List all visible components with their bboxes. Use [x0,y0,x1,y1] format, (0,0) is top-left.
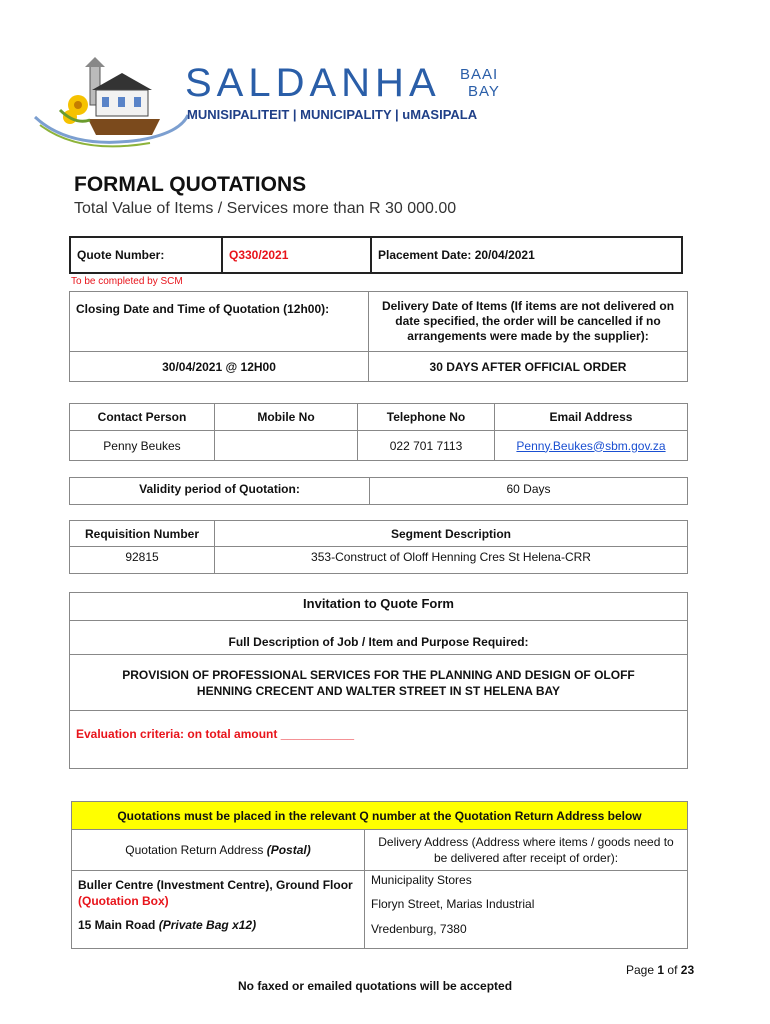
page-subtitle: Total Value of Items / Services more than R 30 000.00 [74,200,457,217]
quotation-box: (Quotation Box) [78,894,169,908]
contact-header-email: Email Address [495,404,688,431]
page-of: of [667,963,678,977]
return-address-line1: Buller Centre (Investment Centre), Ground Floor [78,878,353,892]
page-title: FORMAL QUOTATIONS [74,173,307,196]
delivery-address-cell [365,871,688,949]
logo-tagline: MUNISIPALITEIT | MUNICIPALITY | uMASIPALA [187,107,478,122]
delivery-date-label: Delivery Date of Items (If items are not delivered on date specified, the order will be cancelled if no arrangements were made by the supplier): [369,292,688,352]
segment-description-label: Segment Description [215,521,688,547]
placement-date: Placement Date: 20/04/2021 [371,237,682,273]
scm-note: To be completed by SCM [71,276,183,287]
validity-label: Validity period of Quotation: [70,478,370,505]
invitation-title: Invitation to Quote Form [70,593,688,621]
validity-value: 60 Days [370,478,688,505]
return-address-cell [72,871,365,949]
return-address-line2: 15 Main Road [78,918,156,932]
page-current: 1 [657,963,665,977]
logo-baai: BAAI [460,66,499,83]
contact-person: Penny Beukes [70,431,215,461]
segment-description: 353-Construct of Oloff Henning Cres St Helena-CRR [215,547,688,574]
requisition-number: 92815 [70,547,215,574]
logo-emblem [30,55,190,155]
quote-number-label: Quote Number: [70,237,222,273]
delivery-line2: Floryn Street, Marias Industrial [371,897,535,911]
contact-table [69,403,688,461]
return-address-label: Quotation Return Address [125,843,264,857]
closing-table [69,291,688,382]
full-description-label: Full Description of Job / Item and Purpose Required: [70,621,688,655]
page-prefix: Page [626,963,655,977]
contact-header-person: Contact Person [70,404,215,431]
contact-header-mobile: Mobile No [215,404,358,431]
contact-telephone: 022 701 7113 [358,431,495,461]
private-bag: (Private Bag x12) [158,918,257,932]
contact-header-telephone: Telephone No [358,404,495,431]
invitation-table [69,592,688,769]
contact-email-link[interactable]: Penny.Beukes@sbm.gov.za [516,438,666,453]
job-description: PROVISION OF PROFESSIONAL SERVICES FOR THE PLANNING AND DESIGN OF OLOFF HENNING CRECENT AND WALTER STREET IN ST HELENA BAY [70,655,688,711]
quote-number-value: Q330/2021 [222,237,371,273]
return-address-table [71,801,688,949]
quote-number-table [69,236,683,274]
delivery-line1: Municipality Stores [371,873,472,887]
municipality-logo [30,55,510,155]
delivery-date-value: 30 DAYS AFTER OFFICIAL ORDER [369,352,688,382]
page-total: 23 [680,963,695,977]
closing-label: Closing Date and Time of Quotation (12h00): [70,292,369,352]
delivery-line3: Vredenburg, 7380 [371,922,467,936]
contact-mobile [215,431,358,461]
validity-table [69,477,688,505]
page-number [626,963,694,977]
delivery-address-label: Delivery Address (Address where items / goods need to be delivered after receipt of order): [365,830,688,871]
return-address-line2-wrap [78,917,358,933]
return-address-header [72,830,365,871]
evaluation-criteria: Evaluation criteria: on total amount ___________ [70,711,688,769]
logo-bay: BAY [468,83,500,100]
return-notice: Quotations must be placed in the relevant Q number at the Quotation Return Address below [72,802,688,830]
requisition-number-label: Requisition Number [70,521,215,547]
requisition-table [69,520,688,574]
closing-value: 30/04/2021 @ 12H00 [70,352,369,382]
return-address-line1-wrap [78,877,358,909]
footer-notice: No faxed or emailed quotations will be accepted [238,979,513,993]
logo-name: SALDANHA [185,61,441,105]
return-address-postal: (Postal) [266,843,311,857]
